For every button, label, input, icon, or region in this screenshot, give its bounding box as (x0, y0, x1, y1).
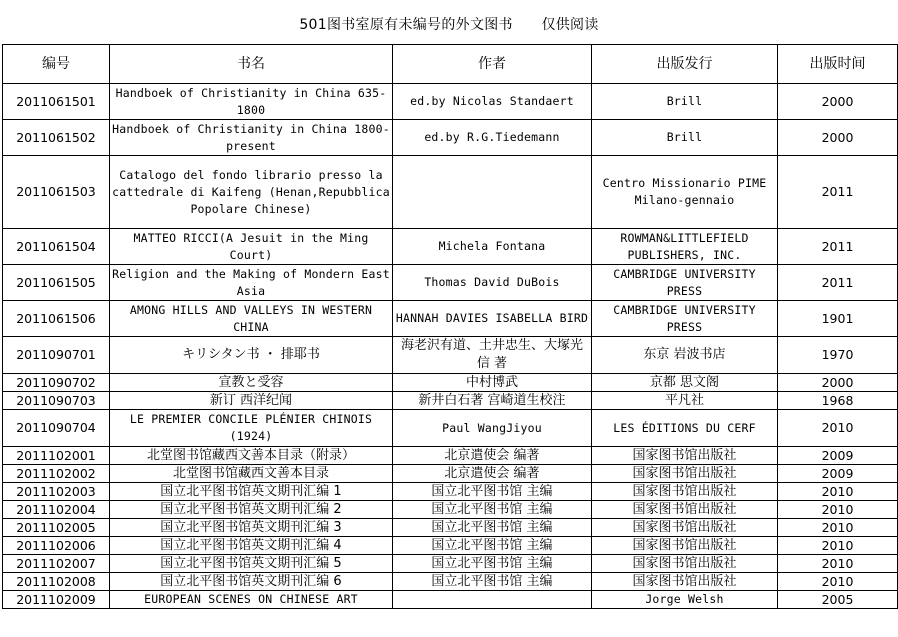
cell-year: 2010 (778, 483, 898, 501)
cell-publisher: 国家图书馆出版社 (592, 501, 778, 519)
cell-author: 国立北平图书馆 主编 (393, 537, 592, 555)
cell-publisher: 国家图书馆出版社 (592, 573, 778, 591)
cell-title: 宣教と受容 (110, 374, 393, 392)
cell-publisher: Centro Missionario PIME Milano-gennaio (592, 156, 778, 229)
cell-publisher: 平凡社 (592, 392, 778, 410)
cell-author: 国立北平图书馆 主编 (393, 573, 592, 591)
cell-year: 2010 (778, 537, 898, 555)
cell-publisher: CAMBRIDGE UNIVERSITY PRESS (592, 265, 778, 301)
cell-publisher: ROWMAN&LITTLEFIELD PUBLISHERS, INC. (592, 229, 778, 265)
cell-year: 1901 (778, 301, 898, 337)
page-title: 501图书室原有未编号的外文图书 仅供阅读 (299, 17, 599, 33)
table-row (3, 573, 898, 591)
cell-title: MATTEO RICCI(A Jesuit in the Ming Court) (110, 229, 393, 265)
cell-title: 北堂图书馆藏西文善本目录 (110, 465, 393, 483)
column-header-publisher: 出版发行 (592, 45, 778, 84)
cell-title: 北堂图书馆藏西文善本目录（附录） (110, 447, 393, 465)
cell-author: 国立北平图书馆 主编 (393, 483, 592, 501)
cell-publisher: 东京 岩波书店 (592, 337, 778, 374)
cell-title: 国立北平图书馆英文期刊汇编 4 (110, 537, 393, 555)
cell-publisher: 国家图书馆出版社 (592, 519, 778, 537)
cell-id: 2011102009 (3, 591, 110, 609)
cell-id: 2011102007 (3, 555, 110, 573)
cell-title: Handboek of Christianity in China 635-1800 (110, 84, 393, 120)
table-row (3, 337, 898, 374)
table-row (3, 84, 898, 120)
cell-year: 2011 (778, 156, 898, 229)
cell-author: 国立北平图书馆 主编 (393, 519, 592, 537)
cell-author: HANNAH DAVIES ISABELLA BIRD (393, 301, 592, 337)
book-table (2, 44, 898, 609)
cell-author (393, 156, 592, 229)
cell-id: 2011102005 (3, 519, 110, 537)
table-row (3, 483, 898, 501)
cell-year: 2011 (778, 229, 898, 265)
table-row (3, 301, 898, 337)
cell-id: 2011061503 (3, 156, 110, 229)
cell-author: 北京遣使会 编著 (393, 465, 592, 483)
cell-year: 2010 (778, 410, 898, 447)
cell-title: Religion and the Making of Mondern East Asia (110, 265, 393, 301)
table-row (3, 374, 898, 392)
cell-title: キリシタン书 ・ 排耶书 (110, 337, 393, 374)
table-row (3, 392, 898, 410)
table-row (3, 519, 898, 537)
cell-id: 2011061502 (3, 120, 110, 156)
cell-year: 1968 (778, 392, 898, 410)
column-header-year: 出版时间 (778, 45, 898, 84)
cell-year: 2000 (778, 374, 898, 392)
cell-author: Thomas David DuBois (393, 265, 592, 301)
table-header-row (3, 45, 898, 84)
table-row (3, 537, 898, 555)
table-row (3, 265, 898, 301)
cell-year: 1970 (778, 337, 898, 374)
table-row (3, 156, 898, 229)
cell-year: 2009 (778, 465, 898, 483)
cell-id: 2011102006 (3, 537, 110, 555)
cell-publisher: 国家图书馆出版社 (592, 465, 778, 483)
cell-author: 国立北平图书馆 主编 (393, 555, 592, 573)
cell-author: ed.by R.G.Tiedemann (393, 120, 592, 156)
cell-id: 2011090704 (3, 410, 110, 447)
table-row (3, 229, 898, 265)
cell-author: Paul WangJiyou (393, 410, 592, 447)
cell-author: 国立北平图书馆 主编 (393, 501, 592, 519)
cell-id: 2011102003 (3, 483, 110, 501)
cell-publisher: LES ÉDITIONS DU CERF (592, 410, 778, 447)
cell-author (393, 591, 592, 609)
cell-year: 2011 (778, 265, 898, 301)
cell-id: 2011061501 (3, 84, 110, 120)
cell-author: ed.by Nicolas Standaert (393, 84, 592, 120)
table-row (3, 501, 898, 519)
cell-year: 2005 (778, 591, 898, 609)
cell-year: 2010 (778, 555, 898, 573)
cell-publisher: 京都 思文阁 (592, 374, 778, 392)
cell-publisher: Brill (592, 84, 778, 120)
table-row (3, 447, 898, 465)
table-row (3, 591, 898, 609)
cell-id: 2011102004 (3, 501, 110, 519)
cell-title: 新订 西洋纪闻 (110, 392, 393, 410)
cell-publisher: 国家图书馆出版社 (592, 483, 778, 501)
cell-year: 2010 (778, 573, 898, 591)
table-row (3, 465, 898, 483)
cell-id: 2011102001 (3, 447, 110, 465)
cell-publisher: 国家图书馆出版社 (592, 555, 778, 573)
cell-publisher: Jorge Welsh (592, 591, 778, 609)
cell-id: 2011061506 (3, 301, 110, 337)
cell-publisher: 国家图书馆出版社 (592, 537, 778, 555)
cell-title: 国立北平图书馆英文期刊汇编 5 (110, 555, 393, 573)
cell-year: 2000 (778, 84, 898, 120)
column-header-id: 编号 (3, 45, 110, 84)
cell-publisher: 国家图书馆出版社 (592, 447, 778, 465)
cell-title: 国立北平图书馆英文期刊汇编 2 (110, 501, 393, 519)
cell-id: 2011102008 (3, 573, 110, 591)
cell-id: 2011090703 (3, 392, 110, 410)
table-row (3, 410, 898, 447)
cell-title: 国立北平图书馆英文期刊汇编 1 (110, 483, 393, 501)
cell-title: Catalogo del fondo librario presso la cattedrale di Kaifeng (Henan,Repubblica Popolare Chinese) (110, 156, 393, 229)
cell-id: 2011102002 (3, 465, 110, 483)
cell-year: 2009 (778, 447, 898, 465)
cell-author: 海老沢有道、土井忠生、大塚光信 著 (393, 337, 592, 374)
cell-year: 2010 (778, 501, 898, 519)
cell-title: 国立北平图书馆英文期刊汇编 3 (110, 519, 393, 537)
cell-title: LE PREMIER CONCILE PLÉNIER CHINOIS (1924) (110, 410, 393, 447)
cell-publisher: Brill (592, 120, 778, 156)
cell-title: Handboek of Christianity in China 1800-present (110, 120, 393, 156)
cell-year: 2000 (778, 120, 898, 156)
column-header-author: 作者 (393, 45, 592, 84)
cell-id: 2011061505 (3, 265, 110, 301)
cell-id: 2011061504 (3, 229, 110, 265)
cell-title: EUROPEAN SCENES ON CHINESE ART (110, 591, 393, 609)
cell-author: 新井白石著 宫崎道生校注 (393, 392, 592, 410)
cell-publisher: CAMBRIDGE UNIVERSITY PRESS (592, 301, 778, 337)
table-row (3, 555, 898, 573)
column-header-title: 书名 (110, 45, 393, 84)
table-row (3, 120, 898, 156)
cell-author: 中村博武 (393, 374, 592, 392)
cell-title: 国立北平图书馆英文期刊汇编 6 (110, 573, 393, 591)
cell-author: Michela Fontana (393, 229, 592, 265)
cell-id: 2011090701 (3, 337, 110, 374)
cell-year: 2010 (778, 519, 898, 537)
cell-id: 2011090702 (3, 374, 110, 392)
cell-title: AMONG HILLS AND VALLEYS IN WESTERN CHINA (110, 301, 393, 337)
cell-author: 北京遣使会 编著 (393, 447, 592, 465)
